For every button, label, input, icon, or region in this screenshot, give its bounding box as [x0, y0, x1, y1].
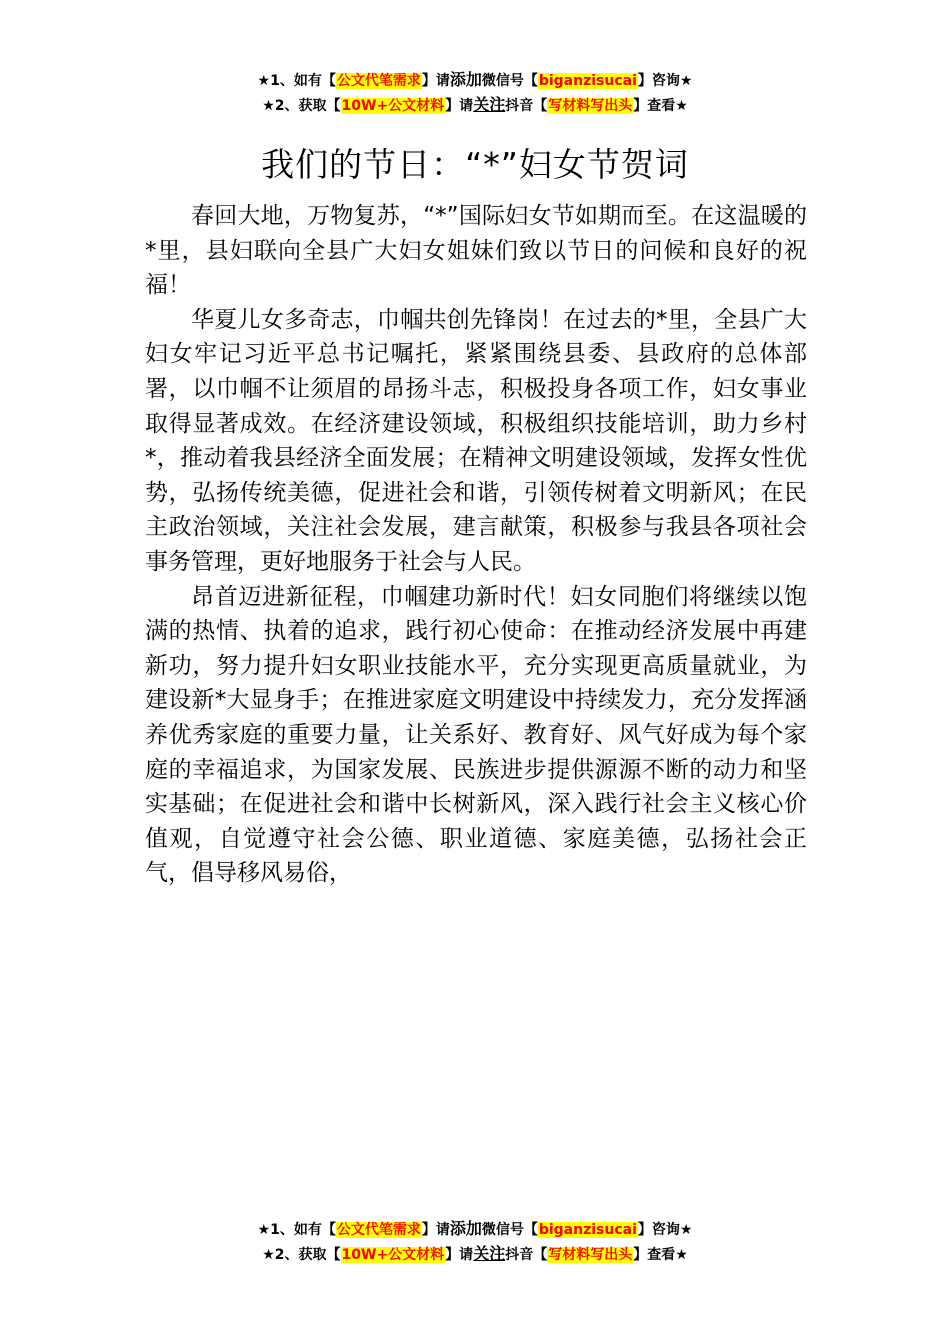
paragraph-2: 华夏儿女多奇志，巾帼共创先锋岗！在过去的*里，全县广大妇女牢记习近平总书记嘱托，紧紧围绕县委、县政府的总体部署，以巾帼不让须眉的昂扬斗志，积极投身各项工作，妇女事业取得显著成效。在经济建设领域，积极组织技能培训，助力乡村*，推动着我县经济全面发展；在精神文明建设领域，发挥女性优势，弘扬传统美德，促进社会和谐，引领传树着文明新风；在民主政治领域，关注社会发展，建言献策，积极参与我县各项社会事务管理，更好地服务于社会与人民。 — [145, 306, 807, 575]
bottom-banner-line-1-middle-2: 微信号【 — [481, 1222, 538, 1238]
bottom-banner-line-2-emphasis: 关注 — [473, 1244, 506, 1263]
document-body — [145, 199, 807, 891]
banner-line-1-highlight-service: 公文代笔需求 — [336, 73, 421, 89]
bottom-banner-line-1-prefix: ★1、如有【 — [257, 1222, 336, 1238]
bottom-banner-line-1-middle: 】请 — [421, 1222, 450, 1238]
bottom-banner-line-2-middle-2: 抖音【 — [505, 1247, 548, 1263]
bottom-banner-line-2-highlight-douyin: 写材料写出头 — [548, 1247, 633, 1263]
banner-line-1 — [0, 68, 950, 93]
bottom-banner — [0, 1217, 950, 1267]
banner-line-2-emphasis: 关注 — [473, 95, 506, 114]
banner-line-2-prefix: ★2、获取【 — [262, 98, 341, 114]
top-banner — [0, 68, 950, 118]
bottom-banner-line-2-highlight-materials: 10W+公文材料 — [341, 1247, 445, 1263]
paragraph-1: 春回大地，万物复苏，“*”国际妇女节如期而至。在这温暖的*里，县妇联向全县广大妇女姐妹们致以节日的问候和良好的祝福！ — [145, 203, 807, 299]
banner-line-1-middle-2: 微信号【 — [481, 73, 538, 89]
document-title: 我们的节日：“*”妇女节贺词 — [261, 145, 689, 184]
bottom-banner-line-2-prefix: ★2、获取【 — [262, 1247, 341, 1263]
bottom-banner-line-2-suffix: 】查看★ — [633, 1247, 688, 1263]
banner-line-1-suffix: 】咨询★ — [637, 73, 693, 89]
banner-line-2 — [0, 93, 950, 118]
banner-line-1-prefix: ★1、如有【 — [257, 73, 336, 89]
banner-line-2-middle: 】请 — [445, 98, 474, 114]
bottom-banner-line-2 — [0, 1242, 950, 1267]
bottom-banner-line-2-middle: 】请 — [445, 1247, 474, 1263]
bottom-banner-line-1 — [0, 1217, 950, 1242]
banner-line-1-highlight-wechat: biganzisucai — [538, 73, 637, 89]
banner-line-2-highlight-douyin: 写材料写出头 — [548, 98, 633, 114]
bottom-banner-line-1-highlight-service: 公文代笔需求 — [336, 1222, 421, 1238]
banner-line-1-middle: 】请 — [421, 73, 450, 89]
banner-line-1-emphasis: 添加 — [449, 70, 482, 89]
bottom-banner-line-1-suffix: 】咨询★ — [637, 1222, 693, 1238]
banner-line-2-suffix: 】查看★ — [633, 98, 688, 114]
bottom-banner-line-1-highlight-wechat: biganzisucai — [538, 1222, 637, 1238]
paragraph-3: 昂首迈进新征程，巾帼建功新时代！妇女同胞们将继续以饱满的热情、执着的追求，践行初心使命：在推动经济发展中再建新功，努力提升妇女职业技能水平，充分实现更高质量就业，为建设新*大显身手；在推进家庭文明建设中持续发力，充分发挥涵养优秀家庭的重要力量，让关系好、教育好、风气好成为每个家庭的幸福追求，为国家发展、民族进步提供源源不断的动力和坚实基础；在促进社会和谐中长树新风，深入践行社会主义核心价值观，自觉遵守社会公德、职业道德、家庭美德，弘扬社会正气，倡导移风易俗， — [145, 583, 807, 887]
bottom-banner-line-1-emphasis: 添加 — [449, 1219, 482, 1238]
banner-line-2-middle-2: 抖音【 — [505, 98, 548, 114]
banner-line-2-highlight-materials: 10W+公文材料 — [341, 98, 445, 114]
